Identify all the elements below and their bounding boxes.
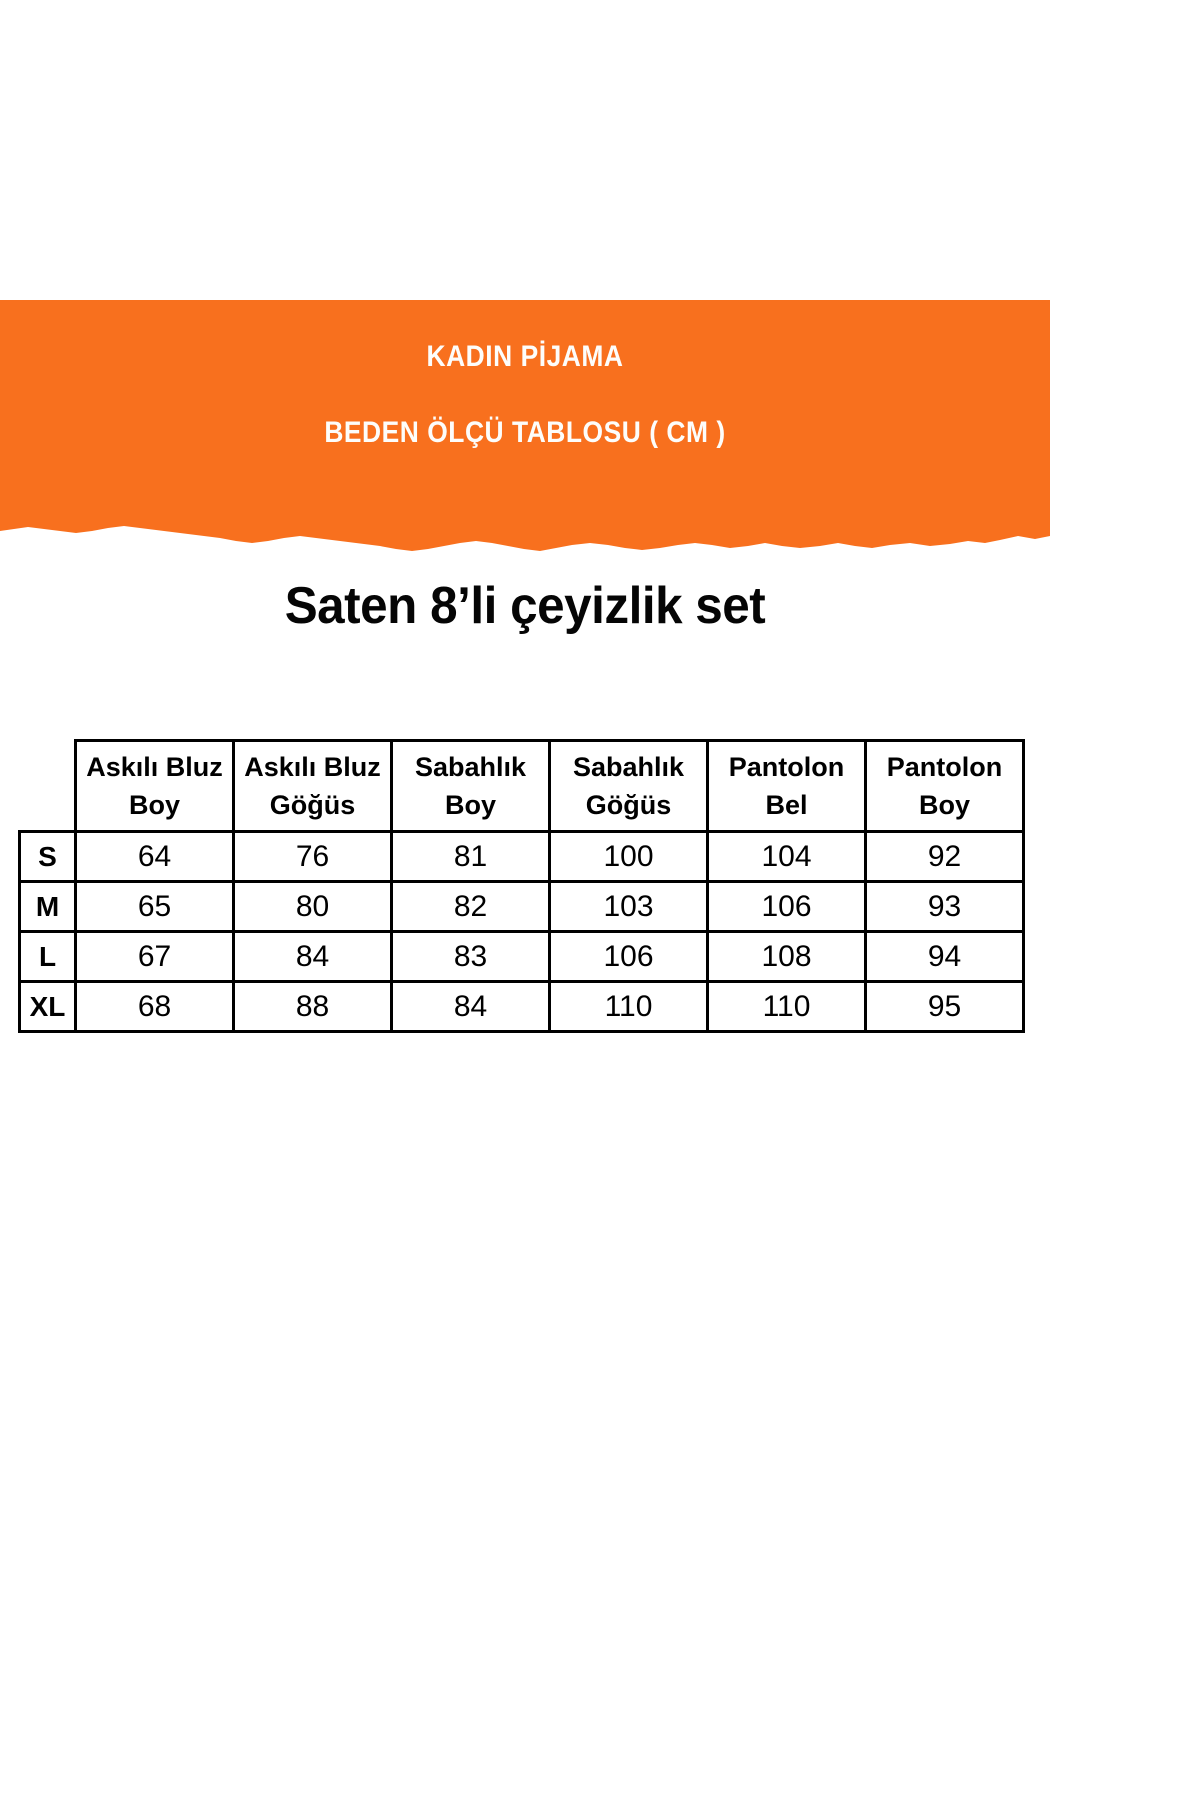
table-cell: 65: [76, 882, 234, 932]
column-header-pantolon-boy: [866, 741, 1024, 832]
column-header-line1: Pantolon: [886, 752, 1003, 782]
table-header: [20, 741, 1024, 832]
banner-title-line1: KADIN PİJAMA: [426, 340, 624, 373]
column-header-line2: Göğüs: [269, 790, 356, 820]
table-cell: 93: [866, 882, 1024, 932]
row-size-label: S: [20, 832, 76, 882]
table-cell: 80: [234, 882, 392, 932]
table-corner-cell: [20, 741, 76, 832]
orange-header-banner: [0, 300, 1050, 558]
table-row: [20, 882, 1024, 932]
table-cell: 81: [392, 832, 550, 882]
table-cell: 103: [550, 882, 708, 932]
column-header-line1: Sabahlık: [414, 752, 527, 782]
row-size-label: XL: [20, 982, 76, 1032]
column-header-askili-bluz-boy: [76, 741, 234, 832]
column-header-line1: Sabahlık: [572, 752, 685, 782]
column-header-line1: Pantolon: [728, 752, 845, 782]
table-cell: 68: [76, 982, 234, 1032]
row-size-label: M: [20, 882, 76, 932]
column-header-line2: Boy: [918, 790, 970, 820]
column-header-askili-bluz-gogus: [234, 741, 392, 832]
row-size-label: L: [20, 932, 76, 982]
table-cell: 88: [234, 982, 392, 1032]
table-row: [20, 982, 1024, 1032]
table-cell: 84: [234, 932, 392, 982]
table-row: [20, 832, 1024, 882]
page-title: Saten 8’li çeyizlik set: [284, 577, 766, 635]
table-cell: 108: [708, 932, 866, 982]
table-row: [20, 932, 1024, 982]
table-cell: 82: [392, 882, 550, 932]
column-header-line2: Boy: [444, 790, 496, 820]
column-header-line2: Boy: [128, 790, 180, 820]
table-cell: 92: [866, 832, 1024, 882]
column-header-pantolon-bel: [708, 741, 866, 832]
table-cell: 106: [550, 932, 708, 982]
column-header-line1: Askılı Bluz: [86, 752, 223, 782]
column-header-sabahlik-gogus: [550, 741, 708, 832]
size-measurement-table: [18, 739, 1025, 1033]
table-cell: 76: [234, 832, 392, 882]
banner-text-block: [0, 300, 1050, 558]
column-header-sabahlik-boy: [392, 741, 550, 832]
table-header-row: [20, 741, 1024, 832]
table-cell: 83: [392, 932, 550, 982]
table-cell: 110: [550, 982, 708, 1032]
table-cell: 67: [76, 932, 234, 982]
table-cell: 106: [708, 882, 866, 932]
table-body: [20, 832, 1024, 1032]
size-table-container: [18, 739, 1022, 1033]
table-cell: 110: [708, 982, 866, 1032]
banner-title-line2: BEDEN ÖLÇÜ TABLOSU ( CM ): [324, 416, 726, 449]
table-cell: 104: [708, 832, 866, 882]
table-cell: 84: [392, 982, 550, 1032]
table-cell: 100: [550, 832, 708, 882]
column-header-line2: Göğüs: [585, 790, 672, 820]
table-cell: 95: [866, 982, 1024, 1032]
table-cell: 94: [866, 932, 1024, 982]
column-header-line2: Bel: [765, 790, 808, 820]
table-cell: 64: [76, 832, 234, 882]
column-header-line1: Askılı Bluz: [244, 752, 381, 782]
